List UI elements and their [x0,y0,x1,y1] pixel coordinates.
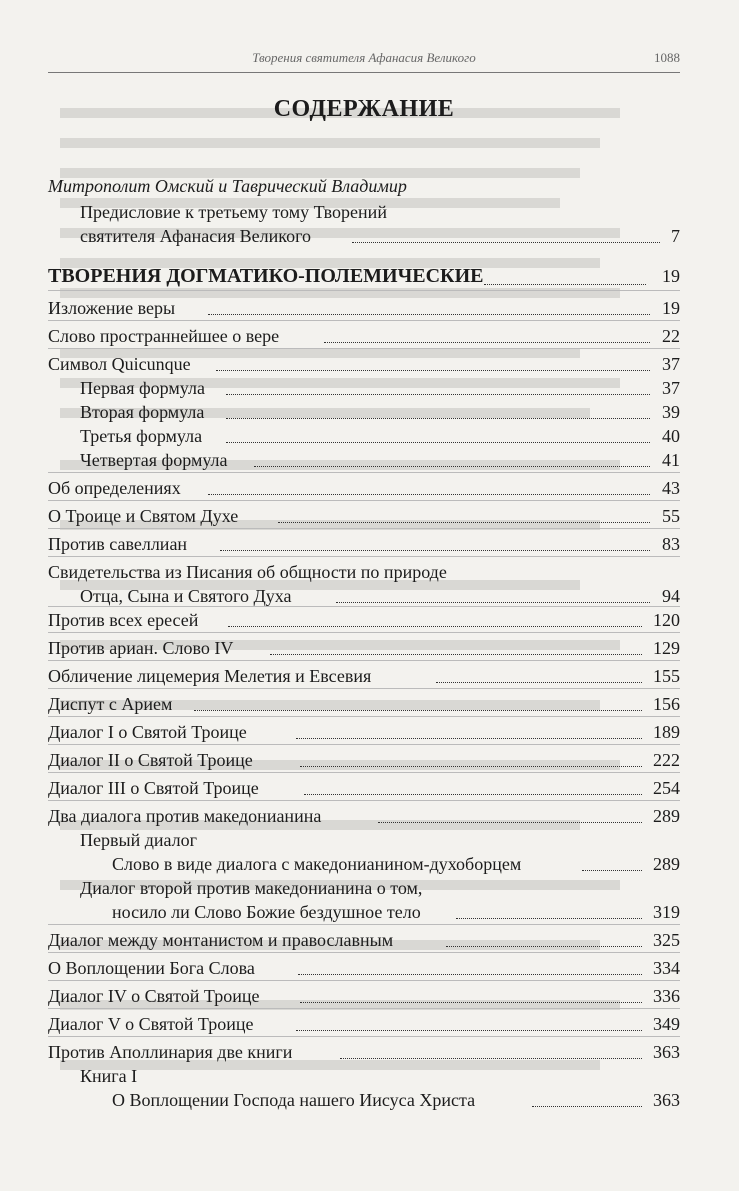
leader-dots [304,794,642,795]
toc-entry-page: 336 [653,986,680,1006]
toc-entry-page: 363 [653,1042,680,1062]
toc-entry-page: 289 [653,806,680,826]
toc-subheading: Книга I [80,1066,138,1086]
toc-entry-title: Диалог IV о Святой Троице [48,986,260,1006]
author-line: Митрополит Омский и Таврический Владимир [48,176,407,196]
toc-entry-title: Слово в виде диалога с македонианином-духоборцем [112,854,522,874]
leader-dots [226,418,650,419]
toc-entry-page: 319 [653,902,680,922]
toc-entry-title: Первая формула [80,378,205,398]
toc-entry [48,636,680,660]
leader-dots [296,738,642,739]
leader-dots [532,1106,642,1107]
toc-entry-title: Изложение веры [48,298,176,318]
separator [48,772,680,773]
toc-entry-sub [80,424,680,448]
toc-entry-title: Слово пространнейшее о вере [48,326,280,346]
toc-entry-title: Диспут с Арием [48,694,173,714]
toc-entry [48,476,680,500]
leader-dots [216,370,650,371]
toc-entry-page: 40 [662,426,680,446]
toc-entry [48,956,680,980]
toc-entry [48,720,680,744]
leader-dots [194,710,642,711]
toc-entry-title: Отца, Сына и Святого Духа [80,586,292,606]
separator [48,924,680,925]
leader-dots [446,946,642,947]
toc-entry-title-line1: Свидетельства из Писания об общности по природе [48,562,447,582]
preface-line-1: Предисловие к третьему тому Творений [80,202,387,222]
separator [48,556,680,557]
separator [48,500,680,501]
leader-dots [278,522,650,523]
toc-entry-page: 19 [662,298,680,318]
separator [48,348,680,349]
toc-entry-sub [80,448,680,472]
toc-entry-page: 94 [662,586,680,606]
toc-entry [80,584,680,608]
toc-entry-page: 254 [653,778,680,798]
toc-entry-page: 189 [653,722,680,742]
toc-entry [48,748,680,772]
leader-dots [352,242,660,243]
toc-entry-page: 325 [653,930,680,950]
toc-entry-page: 19 [662,266,680,286]
separator [48,528,680,529]
toc-entry-page: 349 [653,1014,680,1034]
separator [48,1008,680,1009]
toc-entry-page: 37 [662,378,680,398]
separator [48,952,680,953]
toc-entry-page: 222 [653,750,680,770]
toc-entry-page: 129 [653,638,680,658]
running-title: Творения святителя Афанасия Великого [252,50,476,65]
leader-dots [340,1058,642,1059]
leader-dots [436,682,642,683]
leader-dots [324,342,650,343]
separator [48,744,680,745]
leader-dots [378,822,642,823]
toc-entry [48,1040,680,1064]
toc-entry-title: Против ариан. Слово IV [48,638,234,658]
toc-entry [48,296,680,320]
leader-dots [300,766,642,767]
separator [48,472,680,473]
toc-entry [48,1012,680,1036]
leader-dots [226,394,650,395]
toc-entry-title: Диалог между монтанистом и православным [48,930,394,950]
leader-dots [336,602,650,603]
toc-entry-page: 120 [653,610,680,630]
toc-entry [48,804,680,828]
toc-entry-title: носило ли Слово Божие бездушное тело [112,902,421,922]
leader-dots [456,918,642,919]
toc-entry-title: Два диалога против македонианина [48,806,322,826]
separator [48,688,680,689]
separator [48,800,680,801]
toc-entry-title: Диалог III о Святой Троице [48,778,259,798]
toc-entry-title: Против Аполлинария две книги [48,1042,293,1062]
toc-entry-title-line1: Диалог второй против македонианина о том, [80,878,423,898]
toc-entry [48,928,680,952]
leader-dots [582,870,642,871]
toc-entry-page: 41 [662,450,680,470]
toc-entry [48,352,680,376]
separator [48,980,680,981]
toc-entry-title: Обличение лицемерия Мелетия и Евсевия [48,666,372,686]
toc-entry-title: Против всех ересей [48,610,199,630]
separator [48,716,680,717]
leader-dots [254,466,650,467]
toc-entry [48,532,680,556]
toc-entry-sub [80,376,680,400]
leader-dots [270,654,642,655]
toc-entry-title: Третья формула [80,426,203,446]
page-number: 1088 [654,50,680,65]
separator [48,632,680,633]
toc-entry [48,608,680,632]
toc-entry-title: Вторая формула [80,402,205,422]
toc-entry-page: 39 [662,402,680,422]
toc-entry [48,776,680,800]
toc-entry-page: 155 [653,666,680,686]
toc-entry-title: О Воплощении Бога Слова [48,958,255,978]
toc-entry-sub [112,1088,680,1112]
toc-entry-page: 22 [662,326,680,346]
toc-entry-title: ТВОРЕНИЯ ДОГМАТИКО-ПОЛЕМИЧЕСКИЕ [48,265,484,287]
toc-entry-title: О Воплощении Господа нашего Иисуса Христа [112,1090,476,1110]
toc-entry-title: О Троице и Святом Духе [48,506,239,526]
toc-entry-page: 363 [653,1090,680,1110]
toc-entry [48,984,680,1008]
toc-entry-title: Символ Quicunque [48,354,191,374]
toc-entry-title: святителя Афанасия Великого [80,226,312,246]
toc-entry-title: Против савеллиан [48,534,188,554]
toc-entry-page: 37 [662,354,680,374]
toc-entry-page: 289 [653,854,680,874]
leader-dots [208,494,650,495]
leader-dots [226,442,650,443]
toc-section-heading [48,264,680,290]
toc-entry-title: Диалог I о Святой Троице [48,722,247,742]
toc-entry-title: Диалог V о Святой Троице [48,1014,254,1034]
toc-entry-title: Четвертая формула [80,450,228,470]
separator [48,660,680,661]
toc-entry [48,692,680,716]
toc-entry-sub [112,900,680,924]
toc-subheading: Первый диалог [80,830,198,850]
separator [48,1036,680,1037]
leader-dots [484,284,646,285]
toc-entry-sub [80,400,680,424]
page-header [48,40,680,73]
toc-entry-page: 156 [653,694,680,714]
leader-dots [228,626,642,627]
toc-entry-title: Об определениях [48,478,181,498]
toc-entry-page: 55 [662,506,680,526]
leader-dots [300,1002,642,1003]
toc-entry [48,504,680,528]
separator [48,606,680,607]
page-title: СОДЕРЖАНИЕ [273,96,455,122]
toc-entry-page: 7 [671,226,680,246]
toc-entry-page: 83 [662,534,680,554]
toc-entry-sub [112,852,680,876]
leader-dots [220,550,650,551]
leader-dots [296,1030,642,1031]
separator [48,320,680,321]
leader-dots [298,974,642,975]
toc-entry-page: 43 [662,478,680,498]
toc-entry-page: 334 [653,958,680,978]
toc-entry-preface [80,224,680,248]
toc-entry-title: Диалог II о Святой Троице [48,750,253,770]
toc-entry [48,324,680,348]
separator [48,290,680,291]
toc-entry [48,664,680,688]
leader-dots [208,314,650,315]
